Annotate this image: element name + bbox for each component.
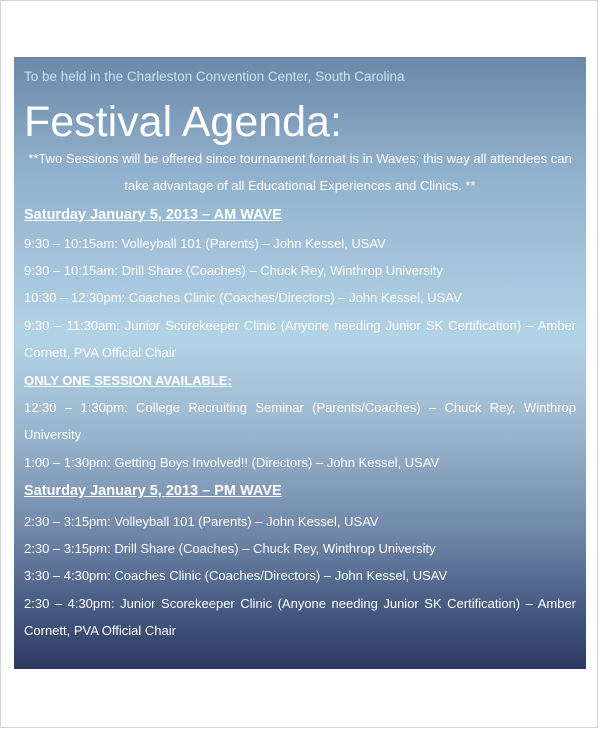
pm-wave-heading: Saturday January 5, 2013 – PM WAVE: [24, 483, 282, 499]
only-one-item-2: 1:00 – 1:30pm: Getting Boys Involved!! (Directors) – John Kessel, USAV: [24, 455, 440, 470]
only-one-item-1: 12:30 – 1:30pm: College Recruiting Seminar (Parents/Coaches) – Chuck Rey, Winthrop University: [24, 400, 576, 442]
intro-text: **Two Sessions will be offered since tournament format is in Waves; this way all attendees can take advantage of all Educational Experiences and Clinics. **: [28, 151, 572, 193]
pm-item-2: 2:30 – 3:15pm: Drill Share (Coaches) – Chuck Rey, Winthrop University: [24, 541, 436, 556]
am-item-2: 9:30 – 10:15am: Drill Share (Coaches) – Chuck Rey, Winthrop University: [24, 263, 443, 278]
pm-item-4: 2:30 – 4:30pm: Junior Scorekeeper Clinic (Anyone needing Junior SK Certification) – Amber Cornett, PVA Official Chair: [24, 596, 576, 638]
pm-item-3: 3:30 – 4:30pm: Coaches Clinic (Coaches/Directors) – John Kessel, USAV: [24, 568, 448, 583]
am-item-4: 9:30 – 11:30am: Junior Scorekeeper Clinic (Anyone needing Junior SK Certification) – Amber Cornett, PVA Official Chair: [24, 318, 576, 360]
location-line: To be held in the Charleston Convention Center, South Carolina: [24, 69, 405, 84]
only-one-session-heading: ONLY ONE SESSION AVAILABLE:: [24, 373, 232, 388]
page-title: Festival Agenda:: [24, 98, 342, 146]
am-wave-heading: Saturday January 5, 2013 – AM WAVE: [24, 207, 282, 223]
agenda-panel: [14, 57, 586, 669]
am-item-3: 10:30 – 12:30pm: Coaches Clinic (Coaches/Directors) – John Kessel, USAV: [24, 290, 462, 305]
am-item-1: 9:30 – 10:15am: Volleyball 101 (Parents) – John Kessel, USAV: [24, 236, 386, 251]
pm-item-1: 2:30 – 3:15pm: Volleyball 101 (Parents) – John Kessel, USAV: [24, 514, 379, 529]
